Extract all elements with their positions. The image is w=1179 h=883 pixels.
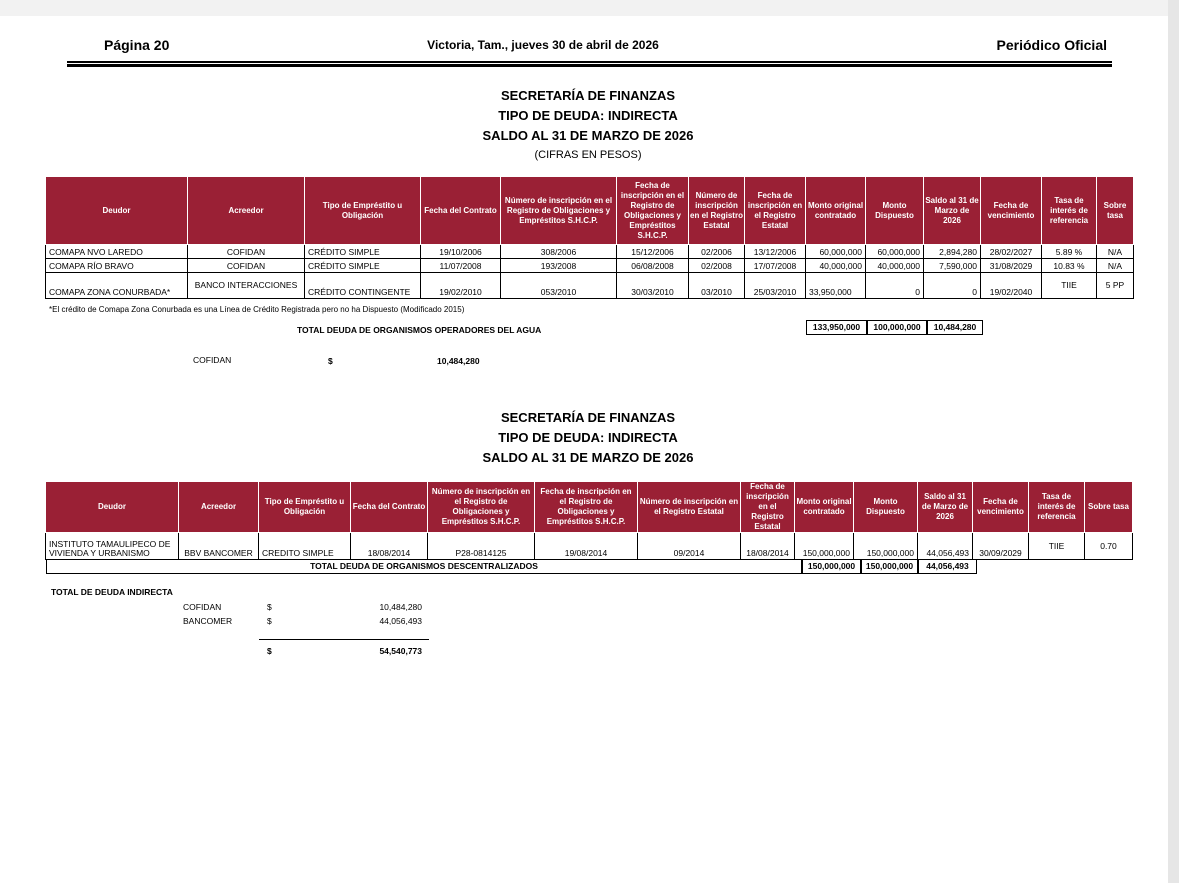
cell-tasa: TIIE <box>1042 273 1097 299</box>
cell-tasa: 10.83 % <box>1042 259 1097 273</box>
table-row <box>46 533 1133 560</box>
col-fecha-contrato: Fecha del Contrato <box>351 482 428 533</box>
section2-debt-table <box>45 481 1133 560</box>
cell-deudor: INSTITUTO TAMAULIPECO DE VIVIENDA Y URBANISMO <box>46 533 179 560</box>
cell-fecha-contrato: 11/07/2008 <box>421 259 501 273</box>
cell-monto-dispuesto: 150,000,000 <box>854 533 918 560</box>
col-monto-dispuesto: Monto Dispuesto <box>866 177 924 245</box>
cell-num-shcp: P28-0814125 <box>428 533 535 560</box>
cell-fecha-shcp: 15/12/2006 <box>617 245 689 259</box>
cell-acreedor: BBV BANCOMER <box>179 533 259 560</box>
cell-fecha-shcp: 06/08/2008 <box>617 259 689 273</box>
page-number: Página 20 <box>104 37 170 53</box>
table-row <box>46 259 1134 273</box>
cell-monto-original: 33,950,000 <box>806 273 866 299</box>
summary-bancomer-amount: 44,056,493 <box>379 616 422 626</box>
col-fecha-inscripcion-shcp: Fecha de inscripción en el Registro de Obligaciones y Empréstitos S.H.C.P. <box>535 482 638 533</box>
cell-num-estatal: 09/2014 <box>638 533 741 560</box>
section1-total-saldo: 10,484,280 <box>927 320 983 335</box>
cell-num-shcp: 193/2008 <box>501 259 617 273</box>
cell-monto-original: 60,000,000 <box>806 245 866 259</box>
summary-total-currency: $ <box>267 646 272 656</box>
section2-header-row <box>46 482 1133 533</box>
section1-subtitle: (CIFRAS EN PESOS) <box>534 149 642 161</box>
cell-fecha-contrato: 18/08/2014 <box>351 533 428 560</box>
cell-num-estatal: 02/2008 <box>689 259 745 273</box>
scan-top-band <box>0 0 1179 16</box>
col-tipo: Tipo de Empréstito u Obligación <box>259 482 351 533</box>
cell-tasa: 5.89 % <box>1042 245 1097 259</box>
col-fecha-inscripcion-shcp: Fecha de inscripción en el Registro de Obligaciones y Empréstitos S.H.C.P. <box>617 177 689 245</box>
col-monto-dispuesto: Monto Dispuesto <box>854 482 918 533</box>
cell-saldo: 44,056,493 <box>918 533 973 560</box>
cell-tipo: CREDITO SIMPLE <box>259 533 351 560</box>
cell-tasa: TIIE <box>1029 533 1085 560</box>
col-num-registro-estatal: Número de inscripción en el Registro Estatal <box>638 482 741 533</box>
place-date: Victoria, Tam., jueves 30 de abril de 2026 <box>427 38 659 52</box>
col-fecha-vencimiento: Fecha de vencimiento <box>981 177 1042 245</box>
page-header <box>0 37 1179 57</box>
cell-vencimiento: 28/02/2027 <box>981 245 1042 259</box>
table-row <box>46 273 1134 299</box>
col-fecha-registro-estatal: Fecha de inscripción en el Registro Estatal <box>745 177 806 245</box>
col-deudor: Deudor <box>46 177 188 245</box>
col-tipo: Tipo de Empréstito u Obligación <box>305 177 421 245</box>
col-tasa-referencia: Tasa de interés de referencia <box>1042 177 1097 245</box>
col-deudor: Deudor <box>46 482 179 533</box>
cell-deudor: COMAPA RÍO BRAVO <box>46 259 188 273</box>
col-monto-original: Monto original contratado <box>795 482 854 533</box>
cell-sobre-tasa: N/A <box>1097 259 1134 273</box>
cell-sobre-tasa: 5 PP <box>1097 273 1134 299</box>
cell-monto-dispuesto: 40,000,000 <box>866 259 924 273</box>
cell-saldo: 0 <box>924 273 981 299</box>
cell-monto-original: 150,000,000 <box>795 533 854 560</box>
summary-total-amount: 54,540,773 <box>379 646 422 656</box>
cell-vencimiento: 30/09/2029 <box>973 533 1029 560</box>
header-rule-thick <box>67 64 1112 67</box>
section2-total-label: TOTAL DEUDA DE ORGANISMOS DESCENTRALIZADOS <box>46 559 802 574</box>
cell-vencimiento: 19/02/2040 <box>981 273 1042 299</box>
section1-title-debt-type: TIPO DE DEUDA: INDIRECTA <box>498 108 678 123</box>
cell-tipo: CRÉDITO SIMPLE <box>305 259 421 273</box>
section1-debt-table <box>45 176 1134 299</box>
col-fecha-registro-estatal: Fecha de inscripción en el Registro Estatal <box>741 482 795 533</box>
section1-header-row <box>46 177 1134 245</box>
cell-monto-original: 40,000,000 <box>806 259 866 273</box>
summary-cofidan-amount: 10,484,280 <box>379 602 422 612</box>
summary-total-rule <box>259 639 429 640</box>
cell-monto-dispuesto: 0 <box>866 273 924 299</box>
table-row <box>46 245 1134 259</box>
cell-tipo: CRÉDITO CONTINGENTE <box>305 273 421 299</box>
section1-title-agency: SECRETARÍA DE FINANZAS <box>500 88 676 103</box>
cell-fecha-shcp: 30/03/2010 <box>617 273 689 299</box>
col-sobre-tasa: Sobre tasa <box>1097 177 1134 245</box>
col-sobre-tasa: Sobre tasa <box>1085 482 1133 533</box>
col-fecha-vencimiento: Fecha de vencimiento <box>973 482 1029 533</box>
cell-deudor: COMAPA NVO LAREDO <box>46 245 188 259</box>
section1-footnote: *El crédito de Comapa Zona Conurbada es una Línea de Crédito Registrada pero no ha Dispuesto (Modificado 2015) <box>49 305 465 314</box>
cell-fecha-contrato: 19/10/2006 <box>421 245 501 259</box>
cell-vencimiento: 31/08/2029 <box>981 259 1042 273</box>
cell-tipo: CRÉDITO SIMPLE <box>305 245 421 259</box>
cell-fecha-contrato: 19/02/2010 <box>421 273 501 299</box>
col-acreedor: Acreedor <box>179 482 259 533</box>
cell-num-shcp: 308/2006 <box>501 245 617 259</box>
summary-cofidan-currency: $ <box>267 602 272 612</box>
col-saldo: Saldo al 31 de Marzo de 2026 <box>924 177 981 245</box>
section1-total-label: TOTAL DEUDA DE ORGANISMOS OPERADORES DEL AGUA <box>297 325 542 335</box>
cell-monto-dispuesto: 60,000,000 <box>866 245 924 259</box>
cell-acreedor: COFIDAN <box>188 245 305 259</box>
cell-fecha-estatal: 17/07/2008 <box>745 259 806 273</box>
section2-total-saldo: 44,056,493 <box>918 559 977 574</box>
cell-deudor: COMAPA ZONA CONURBADA* <box>46 273 188 299</box>
cell-fecha-estatal: 25/03/2010 <box>745 273 806 299</box>
section2-title-agency: SECRETARÍA DE FINANZAS <box>500 410 676 425</box>
cell-fecha-estatal: 18/08/2014 <box>741 533 795 560</box>
section1-summary-currency: $ <box>328 356 333 366</box>
cell-sobre-tasa: 0.70 <box>1085 533 1133 560</box>
section1-title-balance-date: SALDO AL 31 DE MARZO DE 2026 <box>482 128 694 143</box>
section1-total-original: 133,950,000 <box>806 320 867 335</box>
summary-cofidan-name: COFIDAN <box>183 602 222 612</box>
col-saldo: Saldo al 31 de Marzo de 2026 <box>918 482 973 533</box>
section2-title-balance-date: SALDO AL 31 DE MARZO DE 2026 <box>482 450 694 465</box>
col-num-inscripcion-shcp: Número de inscripción en el Registro de Obligaciones y Empréstitos S.H.C.P. <box>501 177 617 245</box>
cell-acreedor: BANCO INTERACCIONES <box>188 273 305 299</box>
cell-saldo: 7,590,000 <box>924 259 981 273</box>
col-num-registro-estatal: Número de inscripción en el Registro Estatal <box>689 177 745 245</box>
cell-num-shcp: 053/2010 <box>501 273 617 299</box>
cell-sobre-tasa: N/A <box>1097 245 1134 259</box>
summary-title: TOTAL DE DEUDA INDIRECTA <box>51 587 173 597</box>
section1-summary-amount: 10,484,280 <box>437 356 480 366</box>
cell-num-estatal: 02/2006 <box>689 245 745 259</box>
summary-bancomer-currency: $ <box>267 616 272 626</box>
cell-num-estatal: 03/2010 <box>689 273 745 299</box>
col-monto-original: Monto original contratado <box>806 177 866 245</box>
cell-fecha-estatal: 13/12/2006 <box>745 245 806 259</box>
header-rule-thin <box>67 61 1112 63</box>
section2-total-original: 150,000,000 <box>802 559 861 574</box>
col-fecha-contrato: Fecha del Contrato <box>421 177 501 245</box>
cell-saldo: 2,894,280 <box>924 245 981 259</box>
summary-bancomer-name: BANCOMER <box>183 616 233 626</box>
cell-acreedor: COFIDAN <box>188 259 305 273</box>
section2-title-debt-type: TIPO DE DEUDA: INDIRECTA <box>498 430 678 445</box>
section1-summary-creditor: COFIDAN <box>193 355 232 365</box>
section2-total-dispuesto: 150,000,000 <box>861 559 918 574</box>
cell-fecha-shcp: 19/08/2014 <box>535 533 638 560</box>
section1-total-dispuesto: 100,000,000 <box>867 320 927 335</box>
publication-name: Periódico Oficial <box>996 37 1107 53</box>
col-num-inscripcion-shcp: Número de inscripción en el Registro de Obligaciones y Empréstitos S.H.C.P. <box>428 482 535 533</box>
col-tasa-referencia: Tasa de interés de referencia <box>1029 482 1085 533</box>
col-acreedor: Acreedor <box>188 177 305 245</box>
